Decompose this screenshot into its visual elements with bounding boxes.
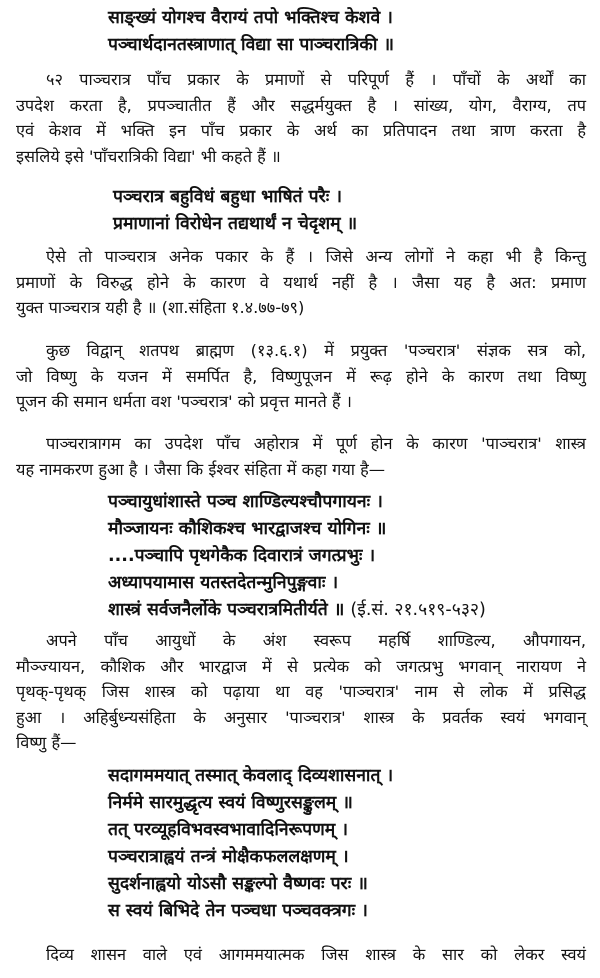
verse-line: सुदर्शनाह्वयो योऽसौ सङ्कल्पो वैष्णवः परः ॥: [108, 874, 368, 894]
verse-line: स स्वयं बिभिदे तेन पञ्चधा पञ्चवक्त्रगः ।: [108, 901, 368, 921]
verse-line: सदागममयात् तस्मात् केवलाद् दिव्यशासनात् ।: [108, 766, 394, 786]
paragraph-line: पाञ्चरात्रागम का उपदेश पाँच अहोरात्र में पूर्ण होन के कारण 'पाञ्चरात्र' शास्त्र: [46, 434, 586, 453]
verse-line: निर्ममे सारमुद्धृत्य स्वयं विष्णुरसङ्कुलम् ॥: [108, 793, 353, 813]
paragraph-line: ऐसे तो पाञ्चरात्र अनेक पकार के हैं । जिसे अन्य लोगों ने कहा भी है किन्तु: [46, 247, 586, 266]
verse-line: पञ्चरात्राह्वयं तन्त्रं मोक्षैकफललक्षणम् ।: [108, 847, 349, 867]
verse-sankhya: [108, 5, 394, 59]
verse-sadagama: [108, 763, 393, 925]
verse-line: मौञ्जायनः कौशिकश्च भारद्वाजश्च योगिनः ॥: [108, 519, 387, 539]
paragraph-line: यह नामकरण हुआ है । जैसा कि ईश्वर संहिता में कहा गया है—: [16, 459, 386, 479]
paragraph-line: हुआ । अहिर्बुध्न्यसंहिता के अनुसार 'पाञ्चरात्र' शास्त्र के प्रवर्तक स्वयं भगवान्: [16, 707, 586, 727]
paragraph-line: पूजन की समान धर्मता वश 'पञ्चरात्र' को प्रवृत्त मानते हैं ।: [16, 392, 352, 411]
verse-line: पञ्चरात्र बहुविधं बहुधा भाषितं परैः ।: [113, 187, 342, 207]
verse-panchayudha: [108, 489, 486, 624]
paragraph-line: एवं केशव में भक्ति इन पाँच प्रकार के अर्थ का प्रतिपादन तथा त्राण करता है: [16, 121, 586, 140]
verse-citation: (ई.सं. २१.५१९-५३२): [350, 600, 486, 620]
paragraph-shatapatha: [16, 338, 586, 415]
paragraph-line: कुछ विद्वान् शतपथ ब्राह्मण (१३.६.१) में प्रयुक्त 'पञ्चरात्र' संज्ञक सत्र को,: [46, 341, 586, 360]
paragraph-ahoratra: [16, 431, 586, 482]
verse-line: साङ्ख्यं योगश्च वैराग्यं तपो भक्तिश्च केशवे ।: [108, 8, 393, 28]
verse-line: ....पञ्चापि पृथगेकैक दिवारात्रं जगत्प्रभुः ।: [108, 546, 376, 566]
verse-line: पञ्चायुधांशास्ते पञ्च शाण्डिल्यश्चौपगायनः ।: [108, 492, 383, 512]
paragraph-line: उपदेश करता है, प्रपञ्चातीत हैं और सद्धर्मयुक्त है । सांख्य, योग, वैराग्य, तप: [16, 95, 586, 115]
paragraph-pancharatra-pramana: [16, 67, 586, 169]
paragraph-line: मौञ्ज्यायन, कौशिक और भारद्वाज में से प्रत्येक को जगत्प्रभु भगवान् नारायण ने: [16, 656, 586, 676]
verse-line: अध्यापयामास यतस्तदेतन्मुनिपुङ्गवाः ।: [108, 573, 339, 593]
verse-line: [108, 597, 486, 624]
paragraph-line: इसलिये इसे 'पाँचरात्रिकी विद्या' भी कहते हैं ॥: [16, 146, 281, 166]
verse-line-text: शास्त्रं सर्वजनैर्लोके पञ्चरात्रमितीर्यते ॥: [108, 600, 345, 620]
paragraph-line: अपने पाँच आयुधों के अंश स्वरूप महर्षि शाण्डिल्य, औपगायन,: [46, 631, 586, 650]
paragraph-aneka-prakara: [16, 244, 586, 321]
verse-line: तत् परव्यूहविभवस्वभावादिनिरूपणम् ।: [108, 820, 348, 840]
paragraph-divya-shasana: [16, 942, 586, 968]
paragraph-line: जो विष्णु के यजन में समर्पित है, विष्णुपूजन में रूढ़ होने के कारण तथा विष्णु: [16, 366, 586, 386]
paragraph-line: पृथक्-पृथक् जिस शास्त्र को पढ़ाया था वह 'पाञ्चरात्र' नाम से लोक में प्रसिद्ध: [16, 682, 586, 701]
paragraph-line: विष्णु हैं—: [16, 733, 77, 752]
paragraph-line: दिव्य शासन वाले एवं आगममयात्मक जिस शास्त्र के सार को लेकर स्वयं: [46, 945, 586, 964]
paragraph-line: प्रमाणों के विरुद्ध होने के कारण वे यथार्थ नहीं है । जैसा यह है अत: प्रमाण: [16, 272, 586, 292]
paragraph-ayudha-ansha: [16, 628, 586, 756]
paragraph-line: ५२ पाञ्चरात्र पाँच प्रकार के प्रमाणों से परिपूर्ण हैं । पाँचों के अर्थों का: [46, 70, 586, 89]
paragraph-line: युक्त पाञ्चरात्र यही है ॥ (शा.संहिता १.४.७७-७९): [16, 298, 305, 317]
verse-line: प्रमाणानां विरोधेन तद्यथार्थं न चेदृशम् ॥: [113, 214, 358, 234]
verse-line: पञ्चार्थदानतस्त्राणात् विद्या सा पाञ्चरात्रिकी ॥: [108, 35, 394, 55]
verse-bahuvidham: [113, 184, 357, 238]
